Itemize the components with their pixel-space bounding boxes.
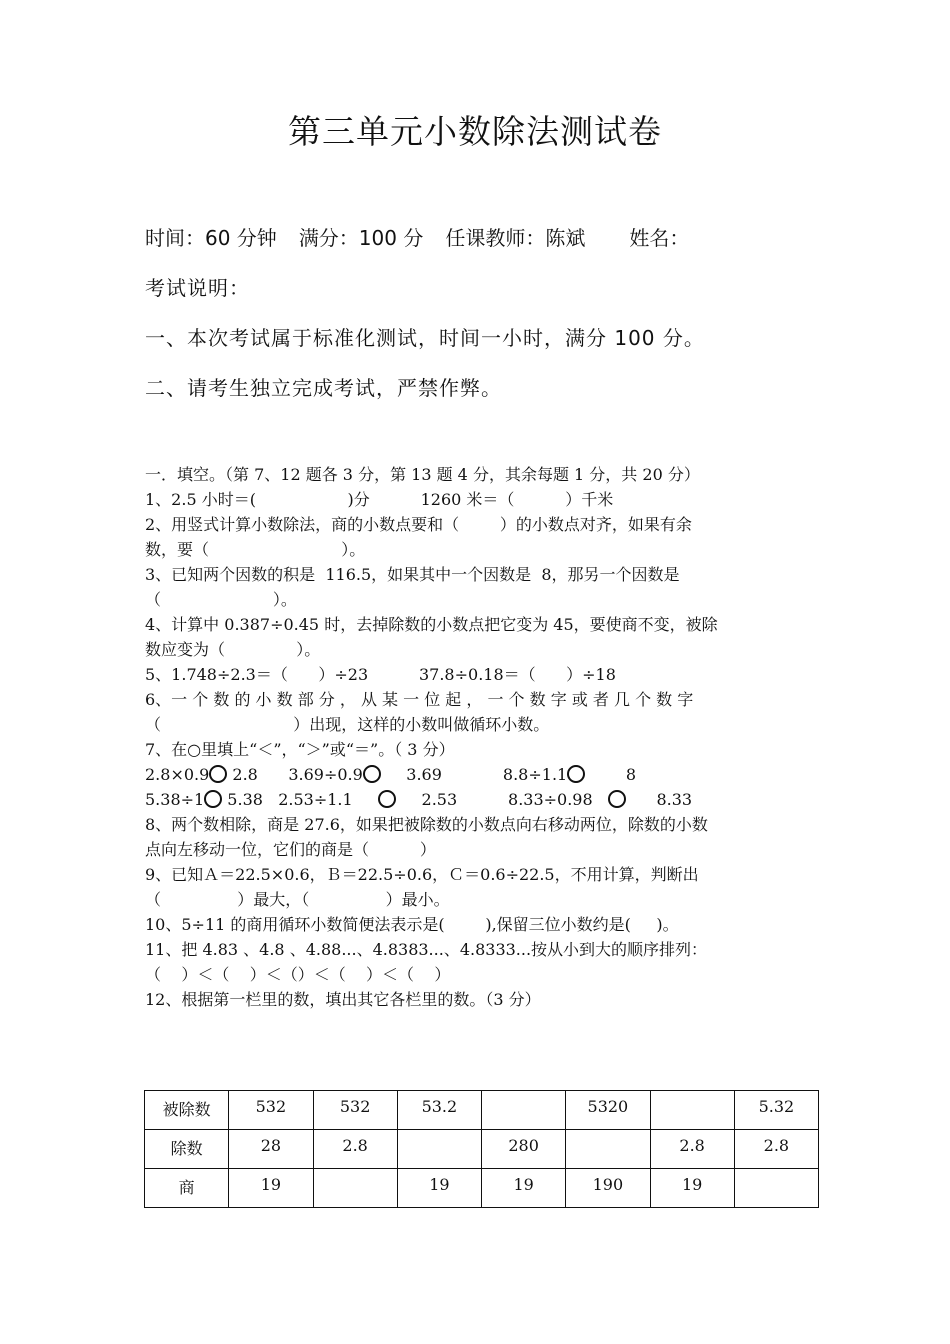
q7-r2-part-d: 8.33	[625, 790, 693, 809]
instruction-line-2: 二、请考生独立完成考试，严禁作弊。	[145, 376, 502, 400]
division-table	[144, 1090, 819, 1208]
question-3-line-1: 3、已知两个因数的积是 116.5，如果其中一个因数是 8，那另一个因数是	[145, 565, 680, 584]
table-cell	[482, 1091, 566, 1130]
compare-circle-icon	[363, 765, 381, 783]
table-row	[145, 1169, 819, 1208]
question-8-line-2: 点向左移动一位，它们的商是（ ）	[145, 840, 436, 859]
q7-r2-part-b: 5.38 2.53÷1.1	[222, 790, 379, 809]
question-11-line-1: 11、把 4.83 、4.8 、4.88...、4.8383...、4.8333...按从小到大的顺序排列：	[145, 940, 708, 959]
table-cell: 5.32	[734, 1091, 818, 1130]
exam-meta	[145, 222, 711, 251]
table-cell: 19	[482, 1169, 566, 1208]
table-cell: 28	[229, 1130, 313, 1169]
table-cell: 190	[566, 1169, 650, 1208]
compare-circle-icon	[378, 790, 396, 808]
table-cell: 532	[313, 1091, 397, 1130]
table-cell: 2.8	[650, 1130, 734, 1169]
table-cell	[650, 1091, 734, 1130]
exam-score: 满分：100 分	[298, 226, 424, 250]
table-cell: 532	[229, 1091, 313, 1130]
table-cell: 除数	[145, 1130, 229, 1169]
question-4-line-1: 4、计算中 0.387÷0.45 时，去掉除数的小数点把它变为 45，要使商不变，被除	[145, 615, 718, 634]
compare-circle-icon	[204, 790, 222, 808]
question-6-line-1: 6、一 个 数 的 小 数 部 分 ， 从 某 一 位 起 ， 一 个 数 字 或 者 几 个 数 字	[145, 690, 694, 709]
table-cell: 53.2	[397, 1091, 481, 1130]
table-row	[145, 1091, 819, 1130]
question-11-line-2: （ ）＜（ ）＜（）＜（ ）＜（ ）	[145, 965, 451, 984]
question-2-line-2: 数，要（ ）。	[145, 540, 366, 559]
q7-r1-part-a: 2.8×0.9	[145, 765, 210, 784]
question-9-line-2: （ ）最大，（ ）最小。	[145, 890, 450, 909]
exam-teacher: 任课教师：陈斌	[445, 226, 586, 250]
table-row	[145, 1130, 819, 1169]
table-cell: 280	[482, 1130, 566, 1169]
table-cell: 19	[397, 1169, 481, 1208]
q7-r2-part-a: 5.38÷1	[145, 790, 205, 809]
question-1: 1、2.5 小时＝( )分 1260 米＝（ ）千米	[145, 490, 614, 509]
q7-r2-part-c: 2.53 8.33÷0.98	[396, 790, 608, 809]
table-cell: 商	[145, 1169, 229, 1208]
question-10: 10、5÷11 的商用循环小数简便法表示是( ),保留三位小数约是( )。	[145, 915, 679, 934]
q7-r1-part-d: 8	[585, 765, 637, 784]
table-cell	[313, 1169, 397, 1208]
page-title: 第三单元小数除法测试卷	[288, 112, 662, 151]
compare-circle-icon	[608, 790, 626, 808]
question-7: 7、在○里填上“＜”，“＞”或“＝”。（ 3 分）	[145, 740, 455, 759]
table-cell: 被除数	[145, 1091, 229, 1130]
compare-circle-icon	[209, 765, 227, 783]
question-7-row-2	[145, 788, 810, 812]
q7-r1-part-c: 3.69 8.8÷1.1	[380, 765, 568, 784]
instruction-line-1: 一、本次考试属于标准化测试，时间一小时，满分 100 分。	[145, 326, 705, 350]
table-cell: 19	[650, 1169, 734, 1208]
question-7-row-1	[145, 763, 810, 787]
question-8-line-1: 8、两个数相除，商是 27.6，如果把被除数的小数点向右移动两位，除数的小数	[145, 815, 708, 834]
compare-circle-icon	[567, 765, 585, 783]
table-cell	[734, 1169, 818, 1208]
student-name-label: 姓名：	[629, 226, 690, 250]
exam-time: 时间：60 分钟	[145, 226, 277, 250]
table-cell: 19	[229, 1169, 313, 1208]
question-5: 5、1.748÷2.3＝（ ）÷23 37.8÷0.18＝（ ）÷18	[145, 665, 616, 684]
table-cell: 2.8	[734, 1130, 818, 1169]
question-12: 12、根据第一栏里的数，填出其它各栏里的数。（3 分）	[145, 990, 541, 1009]
section-heading: 一．填空。（第 7、12 题各 3 分，第 13 题 4 分，其余每题 1 分，共 20 分）	[145, 465, 700, 484]
table-cell: 2.8	[313, 1130, 397, 1169]
question-6-line-2: （ ）出现，这样的小数叫做循环小数。	[145, 715, 550, 734]
table-cell: 5320	[566, 1091, 650, 1130]
table-cell	[397, 1130, 481, 1169]
q7-r1-part-b: 2.8 3.69÷0.9	[227, 765, 363, 784]
question-2-line-1: 2、用竖式计算小数除法，商的小数点要和（ ）的小数点对齐，如果有余	[145, 515, 692, 534]
question-4-line-2: 数应变为（ ）。	[145, 640, 321, 659]
question-9-line-1: 9、已知Ａ＝22.5×0.6，Ｂ＝22.5÷0.6，Ｃ＝0.6÷22.5，不用计算，判断出	[145, 865, 699, 884]
instructions-heading: 考试说明：	[145, 276, 250, 300]
table-cell	[566, 1130, 650, 1169]
question-3-line-2: （ ）。	[145, 590, 297, 609]
